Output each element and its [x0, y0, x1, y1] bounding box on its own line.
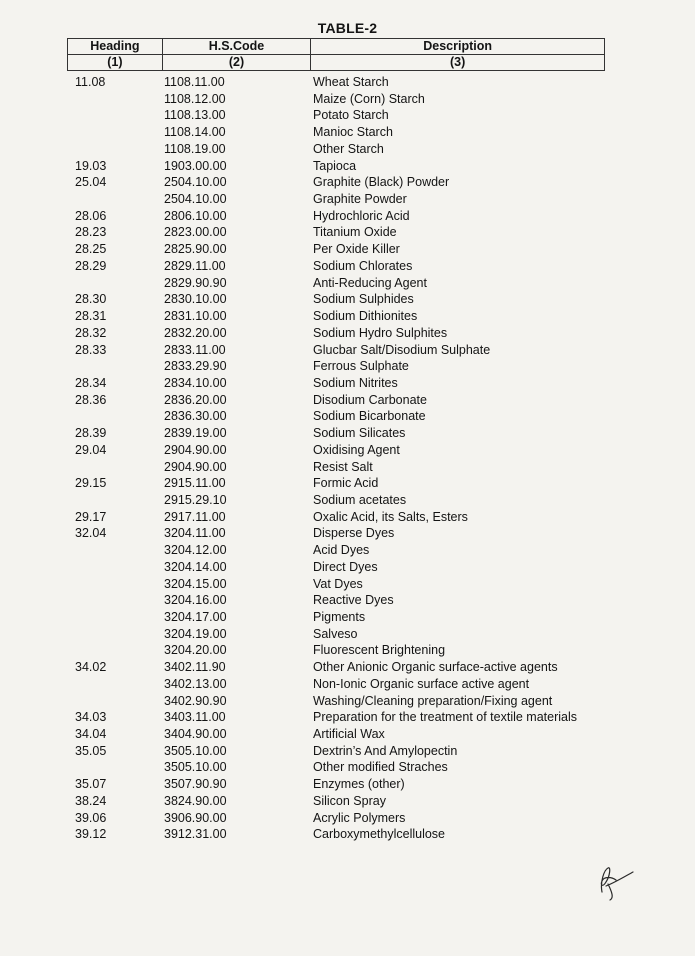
- heading-cell: 28.25: [75, 242, 107, 257]
- description-cell: Reactive Dyes: [313, 593, 394, 608]
- description-cell: Sodium Bicarbonate: [313, 409, 426, 424]
- table-row: [0, 475, 695, 492]
- hscode-cell: 3507.90.90: [164, 777, 227, 792]
- description-cell: Maize (Corn) Starch: [313, 91, 425, 106]
- hscode-cell: 2915.11.00: [164, 476, 226, 491]
- table-row: [0, 241, 695, 258]
- hscode-cell: 3403.11.00: [164, 710, 226, 725]
- description-cell: Graphite (Black) Powder: [313, 175, 450, 190]
- table-row: [0, 559, 695, 576]
- description-cell: Per Oxide Killer: [313, 242, 400, 257]
- table-row: [0, 709, 695, 726]
- table-row: [0, 174, 695, 191]
- hscode-cell: 2831.10.00: [164, 309, 227, 324]
- description-cell: Anti-Reducing Agent: [313, 275, 427, 290]
- table-row: [0, 492, 695, 509]
- hscode-cell: 1108.13.00: [164, 108, 226, 123]
- description-cell: Formic Acid: [313, 476, 379, 491]
- hscode-cell: 3402.90.90: [164, 693, 227, 708]
- hscode-cell: 2833.11.00: [164, 342, 226, 357]
- description-cell: Direct Dyes: [313, 559, 378, 574]
- hscode-cell: 2915.29.10: [164, 492, 227, 507]
- description-column-header: Description: [311, 39, 605, 55]
- heading-cell: 34.02: [75, 660, 107, 675]
- description-cell: Sodium Chlorates: [313, 258, 413, 273]
- description-cell: Hydrochloric Acid: [313, 208, 410, 223]
- heading-cell: 34.03: [75, 710, 107, 725]
- hscode-cell: 1108.14.00: [164, 125, 226, 140]
- hscode-cell: 2830.10.00: [164, 292, 227, 307]
- description-cell: Salveso: [313, 626, 358, 641]
- hscode-cell: 2836.30.00: [164, 409, 227, 424]
- hscode-cell: 3204.20.00: [164, 643, 227, 658]
- description-cell: Titanium Oxide: [313, 225, 397, 240]
- table-row: [0, 442, 695, 459]
- description-cell: Sodium Nitrites: [313, 375, 398, 390]
- description-cell: Silicon Spray: [313, 793, 386, 808]
- heading-cell: 28.39: [75, 426, 107, 441]
- hscode-cell: 3402.11.90: [164, 660, 226, 675]
- hscode-cell: 2833.29.90: [164, 359, 227, 374]
- table-row: [0, 659, 695, 676]
- hscode-cell: 2904.90.00: [164, 459, 227, 474]
- hscode-cell: 2829.11.00: [164, 258, 226, 273]
- table-row: [0, 308, 695, 325]
- heading-cell: 38.24: [75, 793, 107, 808]
- description-cell: Acrylic Polymers: [313, 810, 406, 825]
- handwritten-signature: [590, 862, 635, 902]
- hscode-column-number: (2): [162, 55, 310, 71]
- hscode-cell: 3204.19.00: [164, 626, 227, 641]
- table-row: [0, 342, 695, 359]
- hscode-cell: 1903.00.00: [164, 158, 227, 173]
- description-cell: Washing/Cleaning preparation/Fixing agent: [313, 693, 553, 708]
- description-cell: Non-Ionic Organic surface active agent: [313, 676, 530, 691]
- table-row: [0, 258, 695, 275]
- table-row: [0, 726, 695, 743]
- table-row: [0, 158, 695, 175]
- table-row: [0, 509, 695, 526]
- heading-cell: 29.15: [75, 476, 107, 491]
- heading-cell: 29.17: [75, 509, 107, 524]
- description-cell: Graphite Powder: [313, 192, 407, 207]
- table-row: [0, 425, 695, 442]
- table-row: [0, 375, 695, 392]
- heading-cell: 28.29: [75, 258, 107, 273]
- heading-cell: 39.06: [75, 810, 107, 825]
- hscode-cell: 3906.90.00: [164, 810, 227, 825]
- table-body: [0, 74, 695, 843]
- hscode-cell: 3204.15.00: [164, 576, 227, 591]
- hscode-cell: 2917.11.00: [164, 509, 226, 524]
- description-cell: Sodium acetates: [313, 492, 407, 507]
- hscode-cell: 1108.19.00: [164, 141, 226, 156]
- hscode-cell: 3912.31.00: [164, 827, 227, 842]
- hscode-cell: 3505.10.00: [164, 760, 227, 775]
- table-row: [0, 826, 695, 843]
- table-row: [0, 626, 695, 643]
- heading-cell: 39.12: [75, 827, 107, 842]
- description-cell: Ferrous Sulphate: [313, 359, 409, 374]
- description-cell: Sodium Dithionites: [313, 309, 418, 324]
- heading-cell: 29.04: [75, 442, 107, 457]
- hscode-cell: 2504.10.00: [164, 192, 227, 207]
- hscode-cell: 3402.13.00: [164, 676, 227, 691]
- description-cell: Dextrin’s And Amylopectin: [313, 743, 458, 758]
- description-cell: Disperse Dyes: [313, 526, 395, 541]
- hscode-cell: 2832.20.00: [164, 325, 227, 340]
- description-cell: Resist Salt: [313, 459, 373, 474]
- description-cell: Sodium Hydro Sulphites: [313, 325, 448, 340]
- table-row: [0, 759, 695, 776]
- table-row: [0, 693, 695, 710]
- heading-cell: 28.33: [75, 342, 107, 357]
- description-cell: Vat Dyes: [313, 576, 363, 591]
- hscode-cell: 1108.11.00: [164, 75, 225, 89]
- description-cell: Pigments: [313, 610, 366, 624]
- table-row: [0, 676, 695, 693]
- table-row: [0, 576, 695, 593]
- description-cell: Wheat Starch: [313, 75, 389, 89]
- description-cell: Other modified Straches: [313, 760, 448, 775]
- table-row: [0, 459, 695, 476]
- hscode-cell: 3204.11.00: [164, 526, 226, 541]
- description-cell: Potato Starch: [313, 108, 389, 123]
- description-cell: Preparation for the treatment of textile materials: [313, 710, 578, 725]
- heading-cell: 28.34: [75, 375, 107, 390]
- table-row: [0, 793, 695, 810]
- hscode-cell: 3824.90.00: [164, 793, 227, 808]
- table-row: [0, 208, 695, 225]
- hscode-cell: 2834.10.00: [164, 375, 227, 390]
- heading-cell: 28.06: [75, 208, 107, 223]
- hscode-cell: 3204.12.00: [164, 543, 227, 558]
- heading-cell: 28.31: [75, 309, 107, 324]
- description-cell: Disodium Carbonate: [313, 392, 427, 407]
- heading-cell: 28.36: [75, 392, 107, 407]
- heading-cell: 28.32: [75, 325, 107, 340]
- heading-cell: 35.05: [75, 743, 107, 758]
- heading-cell: 35.07: [75, 777, 107, 792]
- hscode-cell: 3505.10.00: [164, 743, 227, 758]
- table-row: [0, 810, 695, 827]
- table-row: [0, 124, 695, 141]
- table-row: [0, 642, 695, 659]
- table-row: [0, 291, 695, 308]
- heading-cell: 34.04: [75, 727, 107, 742]
- table-row: [0, 224, 695, 241]
- hscode-cell: 1108.12.00: [164, 91, 226, 106]
- description-cell: Sodium Silicates: [313, 426, 406, 441]
- hscode-cell: 3204.16.00: [164, 593, 227, 608]
- hscode-cell: 2823.00.00: [164, 225, 227, 240]
- hscode-cell: 2504.10.00: [164, 175, 227, 190]
- hscode-cell: 3204.14.00: [164, 559, 227, 574]
- description-cell: Oxidising Agent: [313, 442, 400, 457]
- description-cell: Carboxymethylcellulose: [313, 827, 446, 842]
- description-cell: Other Starch: [313, 141, 384, 156]
- hscode-column-header: H.S.Code: [162, 39, 310, 55]
- table-title: TABLE-2: [317, 20, 378, 36]
- table-row: [0, 191, 695, 208]
- table-row: [0, 141, 695, 158]
- table-row: [0, 275, 695, 292]
- hscode-cell: 2836.20.00: [164, 392, 227, 407]
- heading-cell: 19.03: [75, 158, 107, 173]
- description-cell: Enzymes (other): [313, 777, 405, 792]
- hscode-cell: 2904.90.00: [164, 442, 227, 457]
- table-row: [0, 392, 695, 409]
- heading-column-number: (1): [68, 55, 163, 71]
- table-row: [0, 107, 695, 124]
- description-cell: Manioc Starch: [313, 125, 393, 140]
- table-row: [0, 776, 695, 793]
- table-row: [0, 525, 695, 542]
- table-row: [0, 743, 695, 760]
- table-row: [0, 542, 695, 559]
- description-cell: Sodium Sulphides: [313, 292, 414, 307]
- description-cell: Tapioca: [313, 158, 357, 173]
- hscode-cell: 3204.17.00: [164, 610, 227, 624]
- description-cell: Acid Dyes: [313, 543, 370, 558]
- heading-cell: 25.04: [75, 175, 107, 190]
- hscode-cell: 3404.90.00: [164, 727, 227, 742]
- description-cell: Glucbar Salt/Disodium Sulphate: [313, 342, 491, 357]
- hscode-cell: 2829.90.90: [164, 275, 227, 290]
- heading-cell: 28.30: [75, 292, 107, 307]
- description-cell: Artificial Wax: [313, 727, 385, 742]
- table-row: [0, 358, 695, 375]
- hscode-cell: 2839.19.00: [164, 426, 227, 441]
- table-row: [0, 609, 695, 626]
- table-row: [0, 408, 695, 425]
- table-row: [0, 325, 695, 342]
- hscode-cell: 2825.90.00: [164, 242, 227, 257]
- heading-cell: 11.08: [75, 75, 106, 89]
- heading-cell: 32.04: [75, 526, 107, 541]
- description-column-number: (3): [311, 55, 605, 71]
- hscode-cell: 2806.10.00: [164, 208, 227, 223]
- heading-column-header: Heading: [68, 39, 163, 55]
- table-row: [0, 592, 695, 609]
- table-row: [0, 91, 695, 108]
- description-cell: Fluorescent Brightening: [313, 643, 446, 658]
- table-header: [67, 38, 605, 71]
- description-cell: Other Anionic Organic surface-active agents: [313, 660, 558, 675]
- description-cell: Oxalic Acid, its Salts, Esters: [313, 509, 468, 524]
- table-row: [0, 74, 695, 91]
- heading-cell: 28.23: [75, 225, 107, 240]
